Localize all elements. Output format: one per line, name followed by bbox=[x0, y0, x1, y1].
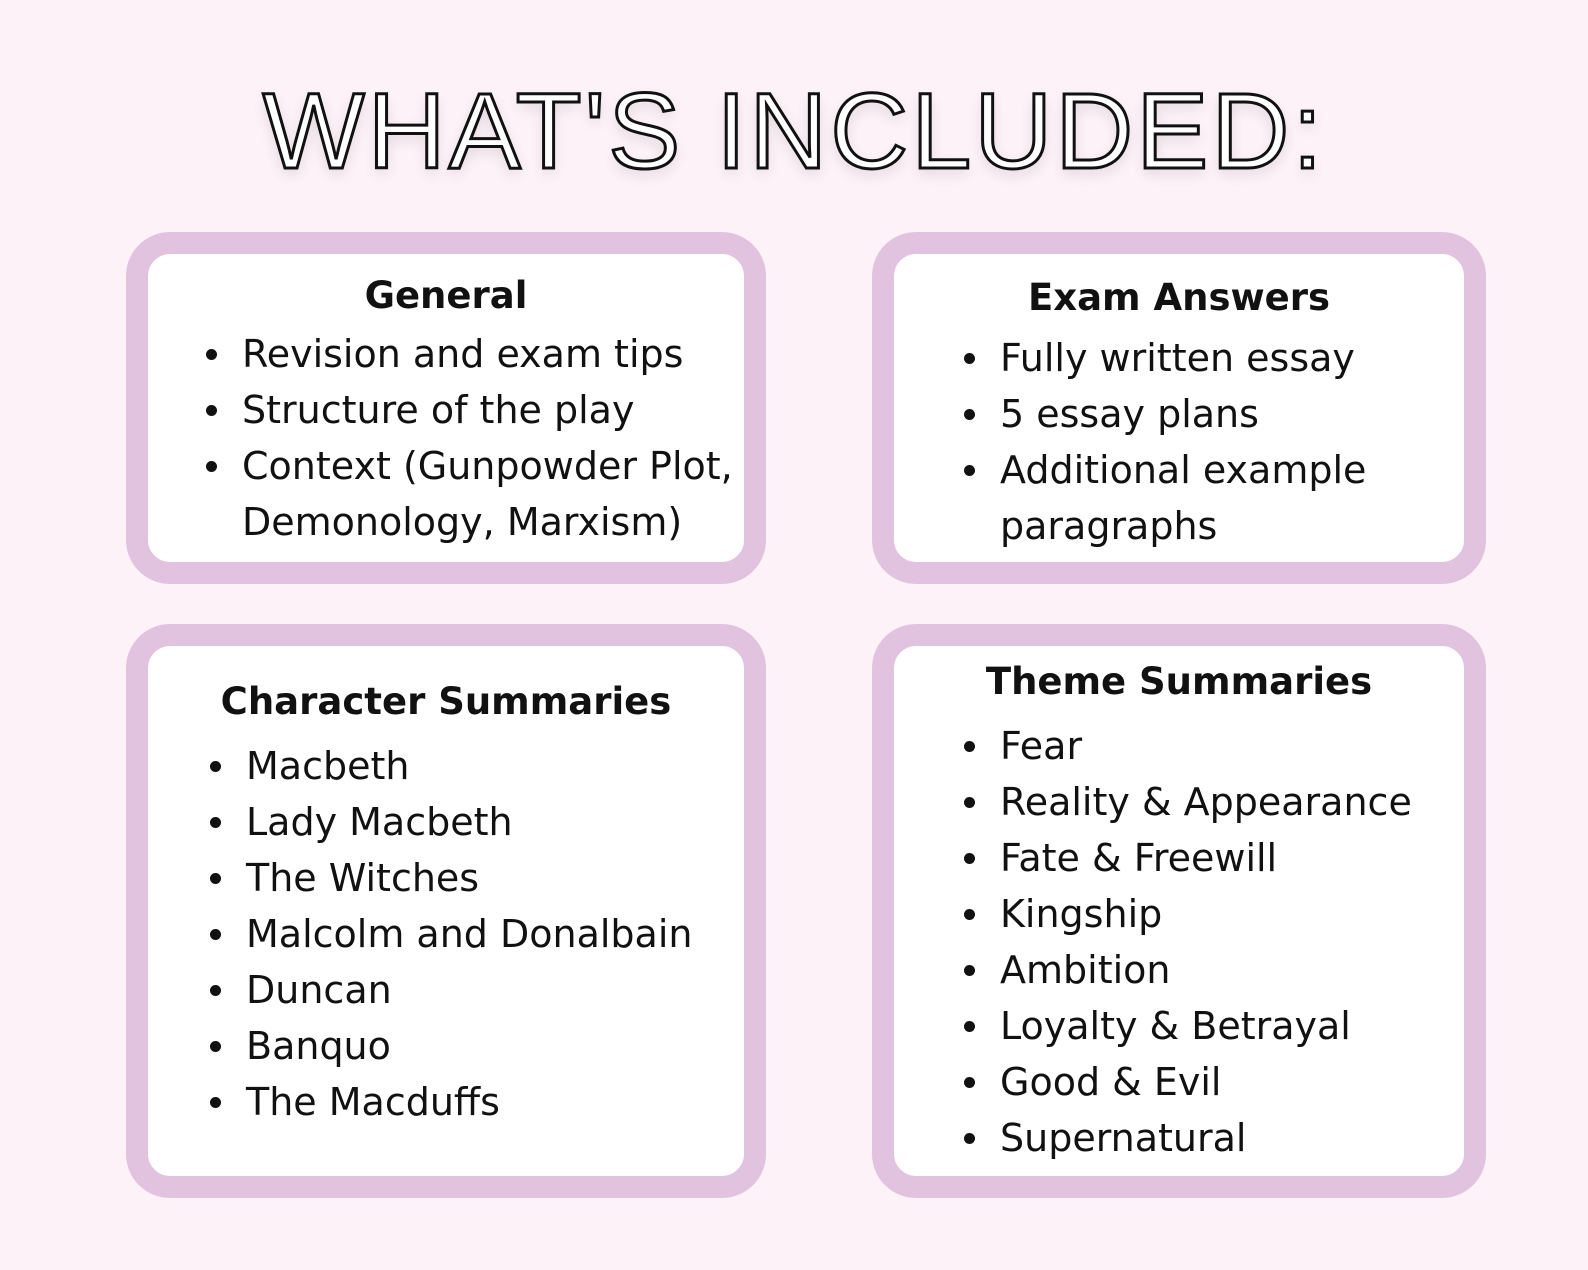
list-item: Fear bbox=[1000, 718, 1520, 774]
list-item: Banquo bbox=[246, 1018, 806, 1074]
list-item: Supernatural bbox=[1000, 1110, 1520, 1166]
list-item: Additional example paragraphs bbox=[1000, 442, 1500, 554]
theme-summaries-card bbox=[872, 624, 1486, 1198]
general-card bbox=[126, 232, 766, 584]
character-summaries-card-title: Character Summaries bbox=[220, 680, 672, 723]
list-item: Fate & Freewill bbox=[1000, 830, 1520, 886]
list-item: Revision and exam tips bbox=[242, 326, 762, 382]
page-title: WHAT'S INCLUDED: bbox=[262, 70, 1326, 191]
list-item: Ambition bbox=[1000, 942, 1520, 998]
general-card-title: General bbox=[364, 274, 528, 317]
exam-answers-card-title: Exam Answers bbox=[1027, 276, 1331, 319]
list-item: Macbeth bbox=[246, 738, 806, 794]
general-list bbox=[202, 326, 762, 550]
list-item: Context (Gunpowder Plot, Demonology, Marxism) bbox=[242, 438, 762, 550]
list-item: Good & Evil bbox=[1000, 1054, 1520, 1110]
exam-answers-card bbox=[872, 232, 1486, 584]
character-summaries-card bbox=[126, 624, 766, 1198]
list-item: Kingship bbox=[1000, 886, 1520, 942]
list-item: Loyalty & Betrayal bbox=[1000, 998, 1520, 1054]
exam-answers-list bbox=[960, 330, 1500, 554]
theme-summaries-list bbox=[960, 718, 1520, 1166]
list-item: Lady Macbeth bbox=[246, 794, 806, 850]
list-item: The Macduffs bbox=[246, 1074, 806, 1130]
list-item: 5 essay plans bbox=[1000, 386, 1500, 442]
character-summaries-list bbox=[206, 738, 806, 1130]
list-item: Duncan bbox=[246, 962, 806, 1018]
list-item: Fully written essay bbox=[1000, 330, 1500, 386]
list-item: Structure of the play bbox=[242, 382, 762, 438]
theme-summaries-card-title: Theme Summaries bbox=[985, 660, 1373, 703]
list-item: Reality & Appearance bbox=[1000, 774, 1520, 830]
list-item: The Witches bbox=[246, 850, 806, 906]
list-item: Malcolm and Donalbain bbox=[246, 906, 806, 962]
